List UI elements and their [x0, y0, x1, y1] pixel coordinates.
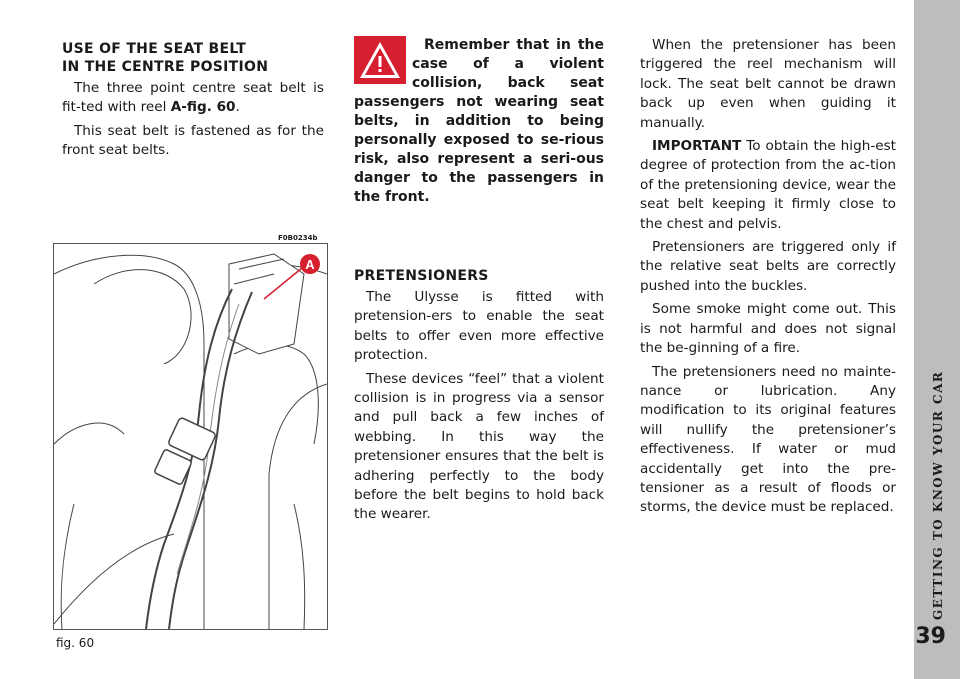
figure-caption: fig. 60 [56, 636, 95, 650]
section-heading [62, 40, 324, 76]
seat-belt-drawing [54, 244, 327, 629]
paragraph: The Ulysse is fitted with pretension-ers to enable the seat belts to offer even more effective protection. [354, 289, 604, 364]
heading-line-2: IN THE CENTRE POSITION [62, 59, 269, 75]
paragraph: These devices “feel” that a violent collision is in progress via a sensor and pull back a few inches of webbing. In this way the pretensioner ensures that the belt is adhering perfectly to the body before the belt begins to hold back the wearer. [354, 370, 604, 523]
chapter-sidebar [914, 0, 960, 679]
paragraph: Some smoke might come out. This is not harmful and does not signal the be-ginning of a fire. [640, 301, 896, 357]
paragraph-important: IMPORTANT To obtain the high-est degree of protection from the ac-tion of the pretensioning device, wear the seat belt keeping it firmly close to the chest and pelvis. [640, 138, 896, 232]
callout-a-label: A [305, 257, 315, 272]
column-3 [640, 36, 896, 522]
figure-code: F0B0234b [278, 234, 318, 242]
paragraph: This seat belt is fastened as for the front seat belts. [62, 122, 324, 159]
paragraph: Pretensioners are triggered only if the relative seat belts are correctly pushed into the buckles. [640, 239, 896, 294]
figure-reference: A-fig. 60 [170, 99, 236, 116]
column-1 [62, 36, 324, 165]
chapter-title: GETTING TO KNOW YOUR CAR [931, 370, 945, 620]
column-2 [354, 36, 604, 529]
paragraph: The pretensioners need no mainte-nance or lubrication. Any modification to its original features will nullify the pretensioner’s effectiveness. If water or mud accidentally get into the pre-tensioner as a result of floods or storms, the device must be replaced. [640, 363, 896, 516]
page-number: 39 [915, 624, 946, 649]
important-label: IMPORTANT [652, 138, 742, 155]
warning-triangle-icon [354, 36, 406, 84]
heading-line-1: USE OF THE SEAT BELT [62, 41, 247, 57]
paragraph: The three point centre seat belt is fit-ted with reel A-fig. 60. [62, 80, 324, 116]
warning-text: Remember that in the case of a violent collision, back seat passengers not wearing seat belts, in addition to being personally exposed to se-rious risk, also represent a seri-ous danger to the passengers in the front. [354, 37, 604, 205]
figure-seat-belt-illustration [53, 243, 328, 630]
paragraph: When the pretensioner has been triggered the reel mechanism will lock. The seat belt cannot be drawn back up even when guiding it manually. [640, 37, 896, 131]
section-heading-pretensioners: PRETENSIONERS [354, 268, 489, 284]
